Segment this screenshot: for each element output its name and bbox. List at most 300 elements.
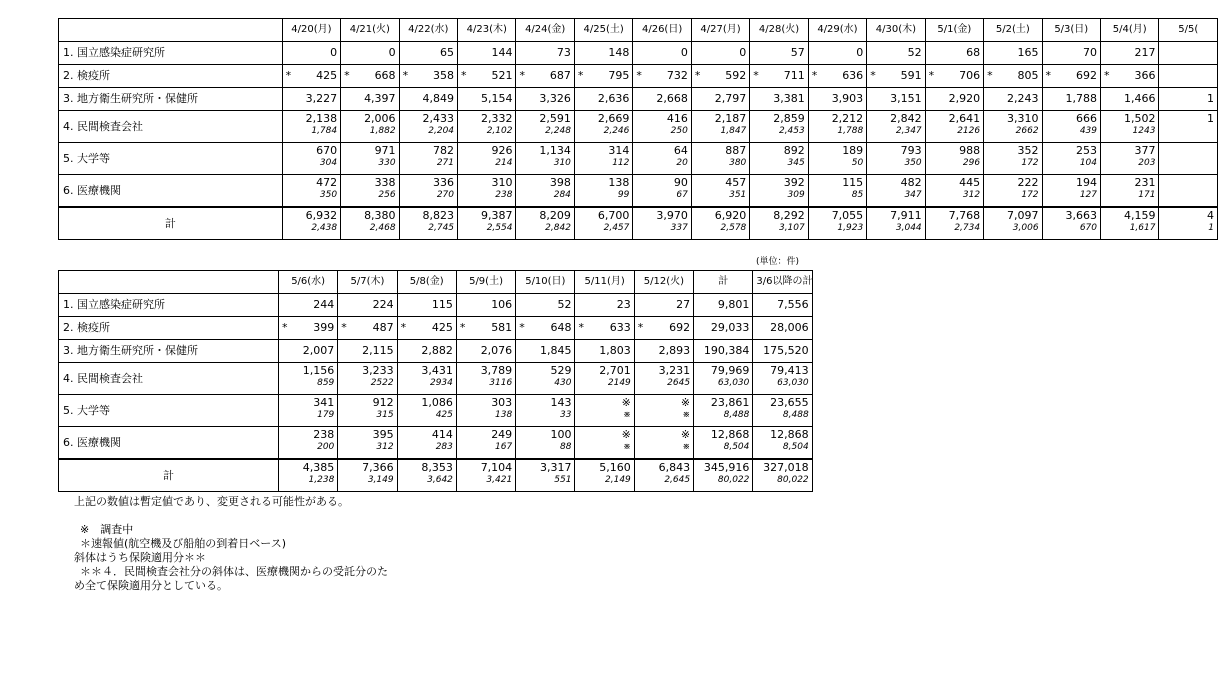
data-cell — [279, 340, 338, 363]
preliminary-mark: * — [461, 69, 467, 82]
data-cell — [1101, 175, 1159, 208]
cell-value: 971 — [374, 144, 396, 157]
cell-insured-value: 179 — [317, 410, 335, 420]
row-label: 計 — [59, 207, 283, 240]
cell-insured-value: 203 — [1138, 158, 1156, 168]
cell-value: 27 — [676, 298, 691, 311]
column-header: 5/3(日) — [1042, 19, 1100, 42]
data-cell — [867, 111, 925, 143]
cell-insured-value: 8,488 — [782, 410, 809, 420]
column-header: 5/2(土) — [984, 19, 1042, 42]
data-cell — [633, 88, 691, 111]
data-cell — [341, 143, 399, 175]
data-cell — [750, 65, 808, 88]
column-header: 5/12(火) — [634, 271, 693, 294]
cell-value: 636 — [842, 69, 864, 82]
cell-insured-value: 2,457 — [603, 223, 630, 233]
cell-insured-value: 2126 — [957, 126, 981, 136]
cell-insured-value: 171 — [1138, 190, 1156, 200]
data-cell — [397, 427, 456, 460]
data-cell — [808, 88, 866, 111]
cell-value: 692 — [669, 321, 691, 334]
preliminary-mark: * — [285, 69, 292, 82]
cell-value: 6,932 — [305, 209, 338, 222]
data-cell — [456, 363, 515, 395]
row-label: 5. 大学等 — [59, 143, 283, 175]
column-header: 4/22(水) — [399, 19, 457, 42]
data-cell — [750, 143, 808, 175]
data-cell — [984, 42, 1042, 65]
data-cell — [279, 317, 338, 340]
cell-value: 1,156 — [302, 364, 335, 377]
data-cell — [399, 207, 457, 240]
cell-value: 1,134 — [539, 144, 571, 157]
data-cell — [634, 294, 693, 317]
cell-value: 4 — [1207, 209, 1214, 222]
cell-value: 2,920 — [948, 92, 981, 105]
data-cell — [341, 88, 399, 111]
cell-value: 1,788 — [1065, 92, 1097, 105]
data-cell — [925, 175, 983, 208]
cell-value: 912 — [372, 396, 394, 409]
cell-value: 706 — [959, 69, 981, 82]
cell-value: 782 — [433, 144, 455, 157]
cell-value: ※ — [680, 428, 691, 441]
cell-insured-value: 2,246 — [603, 126, 630, 136]
cell-insured-value: 256 — [378, 190, 396, 200]
cell-value: 4,397 — [364, 92, 396, 105]
data-cell — [282, 65, 340, 88]
preliminary-mark: * — [811, 69, 818, 82]
data-cell — [1159, 65, 1218, 88]
table-row — [59, 65, 1218, 88]
data-cell — [750, 88, 808, 111]
daily-tests-table-2 — [58, 270, 813, 492]
data-cell — [808, 42, 866, 65]
data-cell — [399, 65, 457, 88]
cell-value: 3,970 — [656, 209, 688, 222]
data-cell — [282, 207, 340, 240]
cell-value: 633 — [609, 321, 631, 334]
data-cell — [282, 111, 340, 143]
cell-value: 416 — [666, 112, 688, 125]
cell-insured-value: 1243 — [1132, 126, 1156, 136]
cell-value: 2,591 — [539, 112, 571, 125]
preliminary-mark: * — [519, 321, 525, 334]
data-cell — [516, 294, 575, 317]
data-cell — [338, 395, 397, 427]
cell-value: 2,641 — [948, 112, 981, 125]
cell-value: 222 — [1017, 176, 1039, 189]
cell-insured-value: 112 — [612, 158, 630, 168]
cell-value: 414 — [431, 428, 453, 441]
cell-insured-value: 1,788 — [837, 126, 864, 136]
column-header: 5/8(金) — [397, 271, 456, 294]
cell-insured-value: 312 — [962, 190, 981, 200]
table-row — [59, 42, 1218, 65]
data-cell — [1159, 42, 1218, 65]
cell-insured-value: 271 — [436, 158, 455, 168]
preliminary-mark: * — [694, 69, 701, 82]
cell-insured-value: 351 — [729, 190, 747, 200]
cell-insured-value: 2,842 — [545, 223, 571, 233]
preliminary-mark: * — [987, 69, 993, 82]
data-cell — [338, 294, 397, 317]
cell-value: 358 — [433, 69, 455, 82]
cell-value: 2,842 — [890, 112, 922, 125]
data-cell — [867, 65, 925, 88]
data-cell — [808, 143, 866, 175]
cell-insured-value: 2,149 — [605, 475, 631, 485]
cell-value: 482 — [900, 176, 922, 189]
cell-value: 3,789 — [480, 364, 513, 377]
column-header: 5/9(土) — [456, 271, 515, 294]
cell-value: 29,033 — [710, 321, 750, 334]
data-cell — [634, 340, 693, 363]
cell-value: 52 — [557, 298, 572, 311]
cell-value: 592 — [725, 69, 747, 82]
data-cell — [1042, 207, 1100, 240]
cell-insured-value: 859 — [317, 378, 335, 388]
row-label: 3. 地方衛生研究所・保健所 — [59, 340, 279, 363]
cell-value: 2,636 — [597, 92, 630, 105]
cell-value: 1 — [1207, 112, 1214, 125]
data-cell — [984, 207, 1042, 240]
table-row — [59, 395, 813, 427]
cell-value: 65 — [440, 46, 455, 59]
cell-insured-value: 1,847 — [720, 126, 747, 136]
data-cell — [399, 143, 457, 175]
cell-value: 711 — [783, 69, 805, 82]
cell-insured-value: 284 — [553, 190, 571, 200]
cell-value: 2,669 — [597, 112, 630, 125]
cell-insured-value: ※ — [623, 442, 631, 452]
cell-value: 148 — [608, 46, 630, 59]
data-cell — [694, 340, 753, 363]
cell-value: 2,138 — [305, 112, 338, 125]
cell-insured-value: 2,645 — [664, 475, 691, 485]
table-row — [59, 294, 813, 317]
data-cell — [694, 363, 753, 395]
cell-value: 73 — [556, 46, 571, 59]
cell-value: 1,466 — [1123, 92, 1156, 105]
data-cell — [1042, 65, 1100, 88]
cell-insured-value: 2645 — [667, 378, 691, 388]
cell-value: 175,520 — [763, 344, 809, 357]
cell-value: 425 — [316, 69, 338, 82]
preliminary-mark: * — [519, 69, 525, 82]
table-row — [59, 143, 1218, 175]
cell-value: 4,159 — [1123, 209, 1156, 222]
cell-value: 23 — [616, 298, 631, 311]
data-cell — [516, 65, 574, 88]
cell-value: 0 — [739, 46, 747, 59]
data-cell — [458, 175, 516, 208]
data-cell — [634, 363, 693, 395]
unit-label: (単位：件) — [756, 257, 800, 267]
cell-value: 52 — [907, 46, 922, 59]
column-header: 5/1(金) — [925, 19, 983, 42]
table-row — [59, 427, 813, 460]
preliminary-mark: * — [577, 69, 584, 82]
data-cell — [575, 395, 634, 427]
cell-insured-value: 167 — [495, 442, 513, 452]
cell-insured-value: 2,248 — [545, 126, 571, 136]
row-label: 6. 医療機関 — [59, 427, 279, 460]
cell-value: 189 — [842, 144, 864, 157]
cell-insured-value: 88 — [560, 442, 572, 452]
cell-value: 12,868 — [770, 428, 809, 441]
cell-value: 8,823 — [422, 209, 455, 222]
cell-value: 366 — [1134, 69, 1156, 82]
daily-tests-table-1 — [58, 18, 1218, 240]
cell-insured-value: 8,504 — [723, 442, 750, 452]
data-cell — [925, 143, 983, 175]
cell-value: 1 — [1207, 92, 1214, 105]
data-cell — [458, 143, 516, 175]
data-cell — [516, 111, 574, 143]
cell-value: 648 — [550, 321, 572, 334]
cell-insured-value: 3,149 — [367, 475, 394, 485]
cell-value: 1,845 — [539, 344, 572, 357]
cell-value: 143 — [550, 396, 572, 409]
cell-insured-value: 85 — [851, 190, 864, 200]
header-row — [59, 19, 1218, 42]
cell-value: 8,292 — [773, 209, 805, 222]
cell-value: 8,209 — [539, 209, 571, 222]
cell-insured-value: 80,022 — [717, 475, 750, 485]
data-cell — [1101, 65, 1159, 88]
cell-insured-value: 350 — [904, 158, 922, 168]
cell-value: 2,701 — [599, 364, 631, 377]
data-cell — [633, 111, 691, 143]
cell-value: 3,317 — [539, 461, 572, 474]
cell-insured-value: 2934 — [429, 378, 453, 388]
data-cell — [1159, 207, 1218, 240]
cell-value: 106 — [491, 298, 513, 311]
cell-value: 314 — [608, 144, 630, 157]
data-cell — [575, 427, 634, 460]
cell-value: 336 — [433, 176, 455, 189]
row-label: 4. 民間検査会社 — [59, 363, 279, 395]
cell-insured-value: 2,734 — [954, 223, 981, 233]
data-cell — [750, 175, 808, 208]
cell-value: 392 — [783, 176, 805, 189]
data-cell — [516, 459, 575, 492]
cell-value: 352 — [1017, 144, 1039, 157]
cell-insured-value: 104 — [1079, 158, 1097, 168]
cell-value: 581 — [491, 321, 513, 334]
data-cell — [456, 317, 515, 340]
cell-value: 3,663 — [1065, 209, 1097, 222]
row-label: 計 — [59, 459, 279, 492]
cell-value: 0 — [330, 46, 338, 59]
cell-value: 4,849 — [422, 92, 455, 105]
cell-value: 1,086 — [421, 396, 453, 409]
cell-insured-value: 1,617 — [1129, 223, 1156, 233]
cell-insured-value: 3,044 — [895, 223, 922, 233]
cell-insured-value: 425 — [435, 410, 453, 420]
data-cell — [458, 42, 516, 65]
cell-value: 805 — [1017, 69, 1039, 82]
notes — [74, 495, 388, 593]
cell-insured-value: 127 — [1079, 190, 1097, 200]
column-header: 4/26(日) — [633, 19, 691, 42]
data-cell — [516, 340, 575, 363]
cell-insured-value: 3,006 — [1012, 223, 1039, 233]
cell-value: 0 — [680, 46, 688, 59]
preliminary-mark: * — [870, 69, 876, 82]
cell-value: 5,154 — [480, 92, 513, 105]
column-header: 5/6(水) — [279, 271, 338, 294]
cell-value: 253 — [1076, 144, 1097, 157]
cell-value: 115 — [431, 298, 453, 311]
cell-insured-value: 33 — [560, 410, 572, 420]
note-private-labs: ＊＊４．民間検査会社分の斜体は、医療機関からの受託分のた — [80, 565, 388, 578]
data-cell — [338, 363, 397, 395]
cell-value: 303 — [491, 396, 513, 409]
cell-insured-value: 2149 — [607, 378, 631, 388]
data-cell — [691, 65, 749, 88]
cell-insured-value: ※ — [682, 410, 691, 420]
cell-insured-value: 312 — [376, 442, 394, 452]
table-row — [59, 111, 1218, 143]
cell-value: 2,115 — [362, 344, 394, 357]
data-cell — [867, 42, 925, 65]
cell-insured-value: 3,107 — [778, 223, 805, 233]
data-cell — [456, 395, 515, 427]
cell-value: ※ — [680, 396, 691, 409]
data-cell — [634, 427, 693, 460]
column-header: 4/25(土) — [574, 19, 632, 42]
cell-value: 732 — [666, 69, 688, 82]
cell-value: 399 — [313, 321, 335, 334]
cell-insured-value: 330 — [378, 158, 396, 168]
cell-insured-value: 551 — [554, 475, 572, 485]
cell-value: 3,233 — [362, 364, 394, 377]
cell-value: 472 — [316, 176, 338, 189]
data-cell — [338, 340, 397, 363]
cell-insured-value: 439 — [1079, 126, 1097, 136]
cell-value: 28,006 — [770, 321, 809, 334]
column-header: 5/10(日) — [516, 271, 575, 294]
data-cell — [1042, 42, 1100, 65]
table-row — [59, 459, 813, 492]
cell-value: 194 — [1076, 176, 1097, 189]
data-cell — [338, 317, 397, 340]
data-cell — [574, 88, 632, 111]
cell-value: 2,006 — [364, 112, 396, 125]
row-label: 2. 検疫所 — [59, 65, 283, 88]
cell-value: 1,803 — [599, 344, 631, 357]
data-cell — [1159, 143, 1218, 175]
cell-value: 988 — [959, 144, 981, 157]
cell-insured-value: 270 — [436, 190, 455, 200]
cell-value: 70 — [1083, 46, 1097, 59]
cell-value: 90 — [673, 176, 688, 189]
data-cell — [925, 88, 983, 111]
data-cell — [633, 207, 691, 240]
data-cell — [633, 65, 691, 88]
cell-value: 2,893 — [658, 344, 691, 357]
data-cell — [925, 65, 983, 88]
cell-insured-value: ※ — [682, 442, 691, 452]
cell-insured-value: 380 — [729, 158, 747, 168]
cell-insured-value: 1,882 — [369, 126, 396, 136]
cell-value: 190,384 — [703, 344, 750, 357]
cell-insured-value: 1,238 — [308, 475, 335, 485]
cell-value: 23,861 — [710, 396, 750, 409]
cell-value: 2,007 — [302, 344, 335, 357]
data-cell — [516, 317, 575, 340]
cell-insured-value: 2522 — [370, 378, 394, 388]
cell-value: 7,366 — [362, 461, 394, 474]
column-header: 4/24(金) — [516, 19, 574, 42]
data-cell — [1042, 143, 1100, 175]
cell-value: 2,243 — [1007, 92, 1039, 105]
data-cell — [282, 88, 340, 111]
data-cell — [397, 317, 456, 340]
cell-insured-value: 670 — [1079, 223, 1097, 233]
cell-value: 6,700 — [597, 209, 630, 222]
table-row — [59, 175, 1218, 208]
cell-value: 7,768 — [948, 209, 981, 222]
cell-value: 887 — [725, 144, 747, 157]
cell-value: ※ — [621, 428, 631, 441]
table-row — [59, 207, 1218, 240]
cell-value: 238 — [313, 428, 335, 441]
data-cell — [634, 395, 693, 427]
cell-insured-value: 2,347 — [895, 126, 922, 136]
data-cell — [456, 340, 515, 363]
cell-insured-value: 337 — [670, 223, 688, 233]
data-cell — [575, 317, 634, 340]
data-cell — [1042, 175, 1100, 208]
note-provisional: 上記の数値は暫定値であり、変更される可能性がある。 — [74, 495, 349, 508]
cell-value: 457 — [725, 176, 747, 189]
data-cell — [1159, 175, 1218, 208]
data-cell — [575, 340, 634, 363]
cell-insured-value: 238 — [495, 190, 513, 200]
data-cell — [397, 294, 456, 317]
row-label: 1. 国立感染症研究所 — [59, 42, 283, 65]
cell-value — [1162, 143, 1214, 144]
cell-value: 231 — [1134, 176, 1156, 189]
preliminary-mark: * — [1045, 69, 1052, 82]
note-under-survey: ※ 調査中 — [80, 523, 134, 536]
cell-insured-value: 200 — [317, 442, 335, 452]
cell-insured-value: 80,022 — [777, 475, 809, 485]
data-cell — [634, 459, 693, 492]
cell-value: 2,668 — [656, 92, 688, 105]
cell-insured-value: 2,453 — [778, 126, 805, 136]
row-label: 1. 国立感染症研究所 — [59, 294, 279, 317]
cell-value: 310 — [491, 176, 513, 189]
header-blank — [59, 19, 283, 42]
cell-value: 23,655 — [770, 396, 809, 409]
cell-value: 487 — [372, 321, 394, 334]
cell-value: 7,104 — [480, 461, 513, 474]
data-cell — [750, 42, 808, 65]
cell-value: 244 — [313, 298, 335, 311]
data-cell — [1101, 207, 1159, 240]
data-cell — [516, 395, 575, 427]
table-row — [59, 317, 813, 340]
column-header: 4/30(木) — [867, 19, 925, 42]
data-cell — [399, 88, 457, 111]
cell-insured-value: 63,030 — [717, 378, 750, 388]
cell-value: 3,227 — [305, 92, 338, 105]
